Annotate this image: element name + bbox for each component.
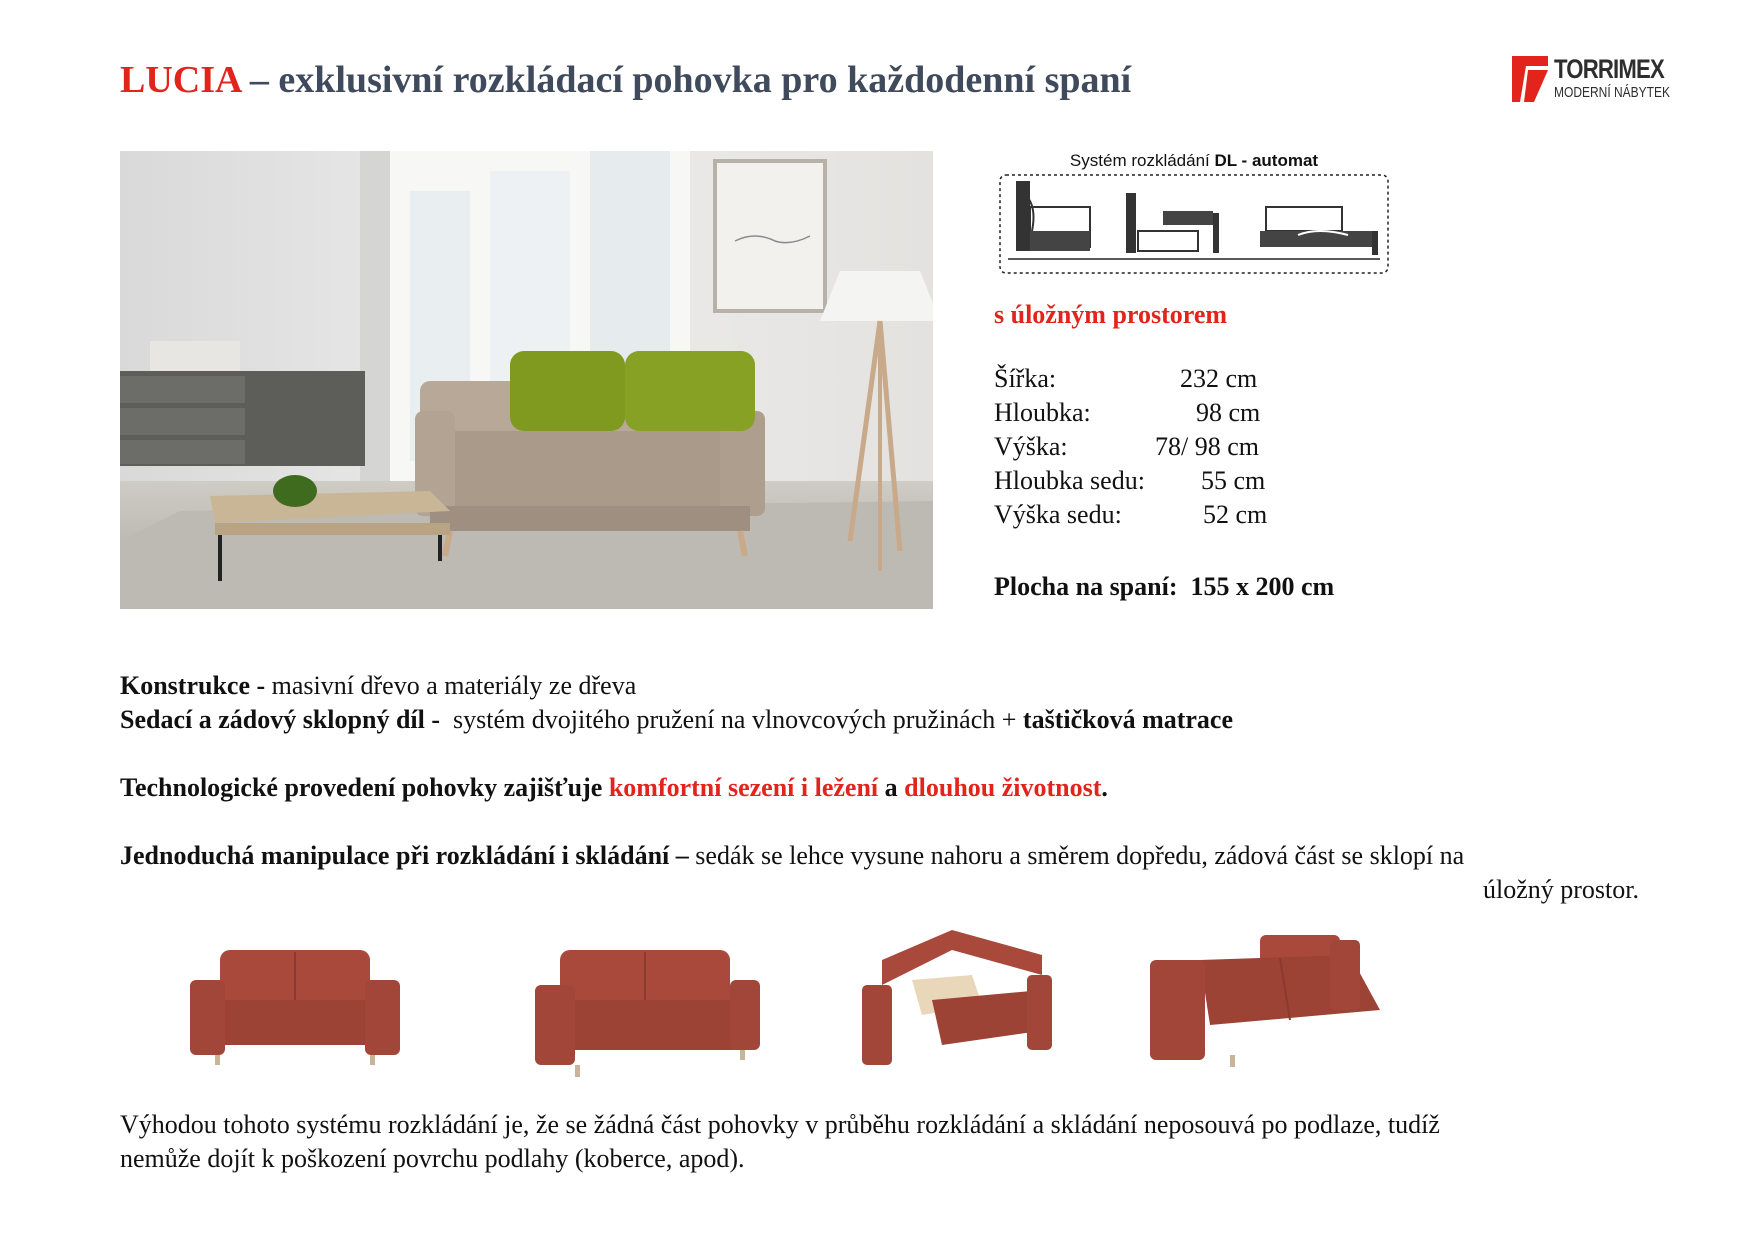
spec-row-seat-depth	[994, 466, 1294, 500]
seat-mattress: taštičková matrace	[1022, 705, 1234, 734]
construction-line	[120, 669, 636, 703]
technology-line	[120, 771, 1108, 805]
torrimex-logo	[1512, 54, 1682, 102]
seat-label: Sedací a zádový sklopný díl -	[120, 705, 441, 734]
technology-highlight-comfort: komfortní sezení i ležení	[608, 773, 879, 802]
spec-value: 232 cm	[1180, 364, 1258, 393]
storage-note: s úložným prostorem	[994, 300, 1228, 329]
diagram-stage-open	[1260, 207, 1378, 255]
diagram-caption-bold: DL - automat	[1214, 151, 1319, 170]
manipulation-line-2: úložný prostor.	[1483, 875, 1639, 904]
footer-line-1: Výhodou tohoto systému rozkládání je, že se žádná část pohovky v průběhu rozkládání a skládání neposouvá po podlaze, tudíž	[120, 1110, 1440, 1139]
logo-tagline: MODERNÍ NÁBYTEK	[1554, 84, 1671, 101]
diagram-caption-prefix: Systém rozkládání	[1069, 151, 1215, 170]
spec-value: 55 cm	[1201, 466, 1266, 495]
spec-row-height	[994, 432, 1294, 466]
sleeping-area-label: Plocha na spaní:	[994, 572, 1178, 601]
sleeping-area	[994, 572, 1334, 602]
technology-text: Technologické provedení pohovky zajišťuje	[120, 773, 609, 802]
sleeping-area-value: 155 x 200 cm	[1190, 572, 1335, 601]
spec-label: Šířka:	[994, 364, 1057, 393]
spec-label: Výška sedu:	[994, 500, 1122, 529]
spec-label: Výška:	[994, 432, 1068, 461]
spec-row-seat-height	[994, 500, 1294, 534]
spec-value: 52 cm	[1203, 500, 1268, 529]
spec-value: 78/ 98 cm	[1155, 432, 1259, 461]
spec-row-width	[994, 364, 1294, 398]
folding-system-diagram	[998, 151, 1390, 276]
diagram-stage-mid	[1126, 193, 1219, 253]
sofa-closed-angle-image	[520, 900, 770, 1090]
spec-label: Hloubka sedu:	[994, 466, 1145, 495]
technology-highlight-lifetime: dlouhou životnost	[904, 773, 1102, 802]
logo-name: TORRIMEX	[1554, 54, 1664, 84]
technology-end: .	[1101, 773, 1108, 802]
manipulation-label: Jednoduchá manipulace při rozkládání i skládání –	[120, 841, 689, 870]
spec-row-depth	[994, 398, 1294, 432]
seat-text: systém dvojitého pružení na vlnovcových pružinách +	[440, 705, 1023, 734]
manipulation-line	[120, 839, 1464, 873]
sofa-closed-front-image	[170, 900, 420, 1090]
product-subtitle: – exklusivní rozkládací pohovka pro každodenní spaní	[240, 59, 1132, 101]
sofa-room-photo	[120, 151, 933, 609]
manipulation-text: sedák se lehce vysune nahoru a směrem dopředu, zádová část se sklopí na	[688, 841, 1465, 870]
spec-value: 98 cm	[1196, 398, 1261, 427]
sofa-opening-storage-image	[852, 900, 1062, 1090]
torrimex-logo-mark-icon	[1512, 56, 1548, 102]
sofa-opened-bed-image	[1140, 900, 1400, 1090]
construction-text: masivní dřevo a materiály ze dřeva	[265, 671, 637, 700]
footer-line-2: nemůže dojít k poškození povrchu podlahy (koberce, apod).	[120, 1144, 745, 1173]
seat-line	[120, 703, 1233, 737]
technology-and: a	[878, 773, 905, 802]
spec-label: Hloubka:	[994, 398, 1091, 427]
construction-label: Konstrukce -	[120, 671, 266, 700]
page-title	[120, 58, 1131, 104]
product-name: LUCIA	[120, 59, 241, 101]
diagram-stage-closed	[1016, 181, 1090, 251]
